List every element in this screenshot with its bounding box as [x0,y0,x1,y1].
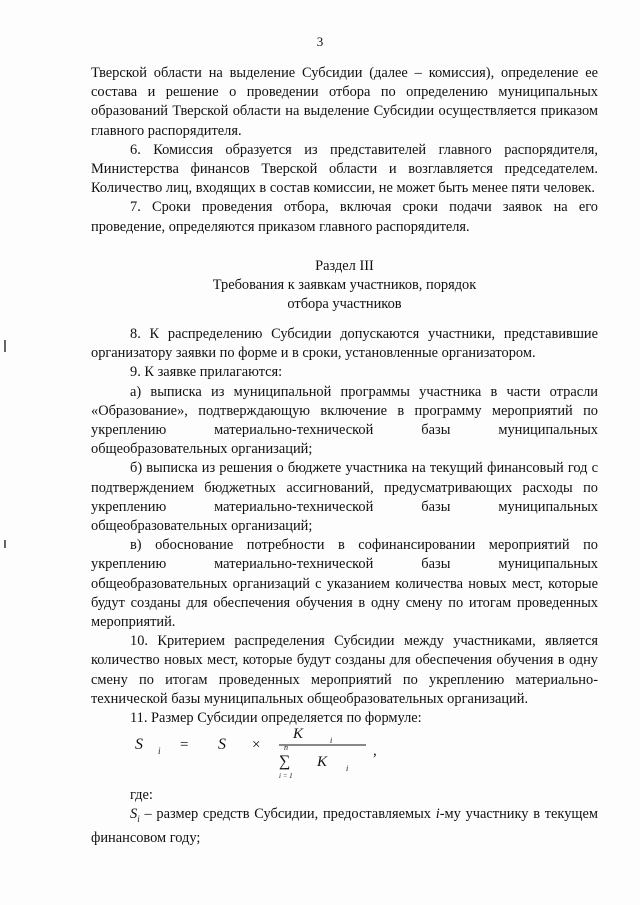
section-heading-line-1: Требования к заявкам участников, порядок [212,277,477,294]
definitions-block [91,786,598,848]
where-label: где: [130,787,153,803]
paragraph-item-9b: б) выписка из решения о бюджете участника на текущий финансовый год с подтверждением бюджетных ассигнований, предусматривающих расходы по укреплению материально-технической базы муниципальных общеобразовательных организаций; [91,460,598,535]
formula-svg [133,727,393,787]
scan-edge-mark [4,540,6,548]
sum-lower-limit: i = 1 [279,772,293,780]
formula-denominator-k: K [317,754,328,770]
paragraph-item-10: 10. Критерием распределения Субсидии между участниками, является количество новых мест, которые будут созданы для обеспечения обучения в одну смену по итогам проведенных мероприятий по укреплению материально-технической базы муниципальных общеобразовательных организаций. [91,633,598,707]
formula-lhs-subscript: i [158,746,161,756]
paragraph-item-9c: в) обоснование потребности в софинансировании мероприятий по укреплению материально-технической базы муниципальных общеобразовательных организаций с указанием количества новых мест, которые будут созданы для обеспечения обучения в одну смену по итогам проведенных мероприятий. [91,537,598,631]
page-number: 3 [316,34,324,49]
section-title: Раздел III [315,258,374,274]
paragraph-item-6: 6. Комиссия образуется из представителей главного распорядителя, Министерства финансов Тверской области и возглавляется председателем. Количество лиц, входящих в состав комиссии, не может быть менее пяти человек. [91,141,598,197]
sum-upper-limit: n [284,743,288,752]
section-heading [91,257,598,315]
formula-lhs-s: S [135,736,143,753]
paragraph-item-9a: а) выписка из муниципальной программы участника в части отрасли «Образование», подтверждающую включение в программу мероприятий по укреплению материально-технической базы муниципальных общеобразовательных организаций; [91,383,598,458]
paragraph-item-11: 11. Размер Субсидии определяется по формуле: [130,710,422,727]
definition-italic-i: i [435,806,440,823]
scan-edge-mark [4,340,6,352]
definition-symbol-subscript: i [137,814,140,825]
formula-times: × [252,737,261,753]
subsidy-formula [133,727,393,787]
formula-equals: = [180,737,189,753]
definition-text-part-1: – размер средств Субсидии, предоставляемых [139,806,436,823]
definition-text-part-2: -му участнику в текущем финансовом году; [91,806,598,847]
top-text-block [91,64,598,237]
main-text-block [91,325,598,728]
paragraph-item-7: 7. Сроки проведения отбора, включая сроки подачи заявок на его проведение, определяются приказом главного распорядителя. [91,199,598,235]
paragraph-continuation: Тверской области на выделение Субсидии (далее – комиссия), определение ее состава и решение о проведении отбора по определению муниципальных образований Тверской области на выделение Субсидии осуществляется приказом главного распорядителя. [91,65,598,139]
formula-s: S [218,736,226,753]
sum-sign: ∑ [279,753,291,770]
paragraph-item-9: 9. К заявке прилагаются: [130,364,283,381]
section-heading-line-2: отбора участников [287,296,402,313]
formula-comma: , [373,743,377,759]
paragraph-item-8: 8. К распределению Субсидии допускаются участники, представившие организатору заявки по форме и в сроки, установленные организатором. [91,326,598,362]
formula-denominator-subscript: i [346,764,349,773]
definition-si [91,805,598,848]
formula-numerator-subscript: i [330,736,333,745]
formula-numerator-k: K [293,726,304,742]
definition-symbol: S [130,806,138,823]
